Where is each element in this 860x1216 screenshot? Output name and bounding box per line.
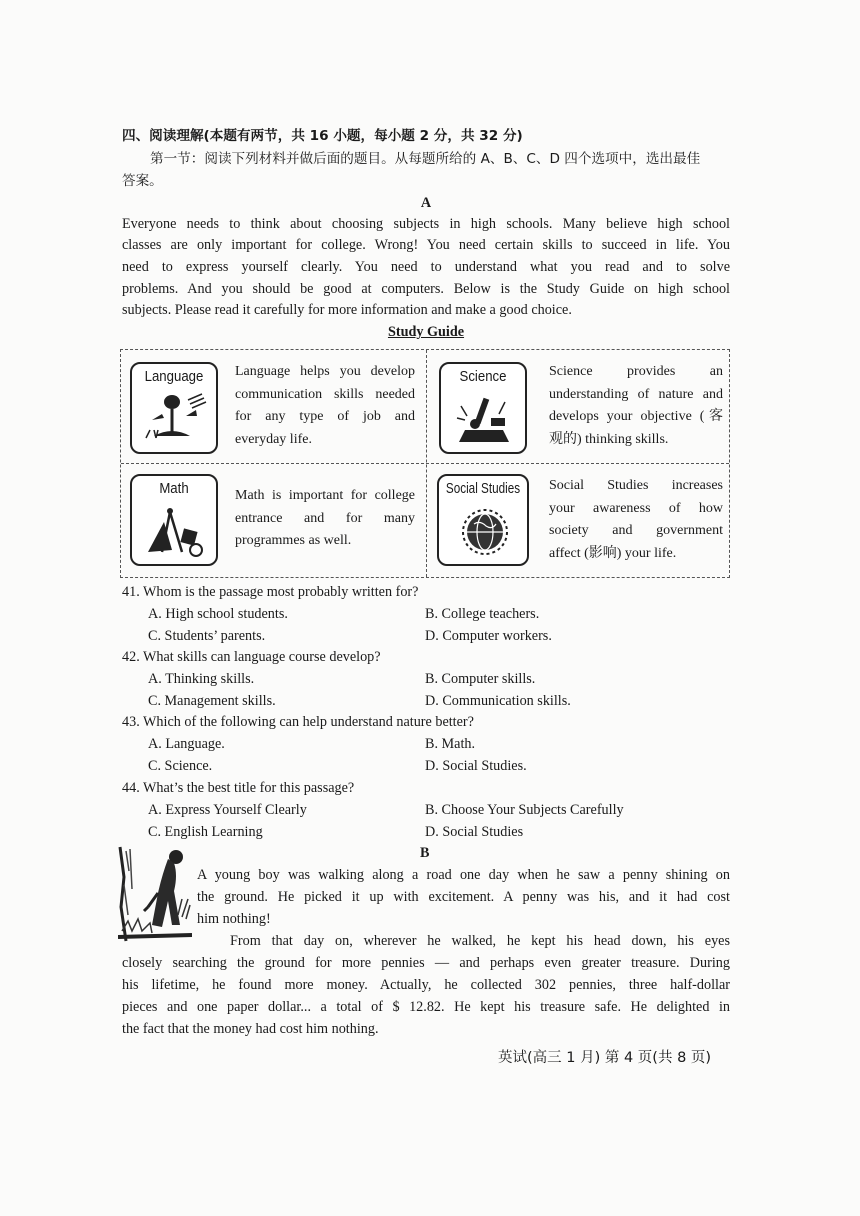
- passage-a-line: classes are only important for college. Wrong! You need certain skills to succeed in life. You: [122, 237, 730, 253]
- language-description: [235, 361, 415, 451]
- page-footer: 英试(高三 1 月) 第 4 页(共 8 页): [498, 1050, 712, 1066]
- cell-line: understanding of nature and: [549, 386, 723, 402]
- question-stem: 42. What skills can language course develop?: [122, 649, 381, 665]
- passage-b-line: the fact that the money had cost him nothing.: [122, 1021, 379, 1037]
- section-instruction: 第一节：阅读下列材料并做后面的题目。从每题所给的 A、B、C、D 四个选项中，选出最佳: [150, 151, 701, 167]
- passage-a-line: need to express yourself clearly. You need to understand what you read and to solve: [122, 259, 730, 275]
- geometry-icon: [142, 502, 208, 560]
- passage-b-line: the ground. He picked it up with excitement. A penny was his, and it had cost: [197, 889, 730, 905]
- question-stem: 41. Whom is the passage most probably written for?: [122, 584, 419, 600]
- science-label: Science: [459, 368, 507, 385]
- answer-option: B. College teachers.: [425, 606, 540, 622]
- question-stem: 44. What’s the best title for this passage?: [122, 780, 355, 796]
- math-description: [235, 485, 415, 553]
- answer-option: C. Students’ parents.: [148, 628, 266, 644]
- passage-b-line: A young boy was walking along a road one day when he saw a penny shining on: [197, 867, 730, 883]
- answer-option: D. Social Studies: [425, 824, 524, 840]
- passage-a-label: A: [420, 195, 432, 211]
- social-studies-label: Social Studies: [445, 480, 521, 497]
- science-card: [439, 362, 527, 454]
- study-guide-table: [120, 349, 730, 578]
- language-label: Language: [144, 368, 204, 385]
- cell-line: Math is important for college: [235, 488, 415, 503]
- cell-line: your awareness of how: [549, 500, 723, 516]
- cell-line: everyday life.: [235, 431, 312, 447]
- table-divider: [121, 463, 729, 464]
- social-studies-card: [437, 474, 529, 566]
- microscope-icon: [451, 390, 517, 448]
- table-divider: [426, 350, 427, 577]
- math-label: Math: [159, 480, 189, 497]
- section-title: 四、阅读理解(本题有两节，共 16 小题，每小题 2 分，共 32 分): [122, 128, 523, 144]
- cell-line: develops your objective (客: [549, 409, 723, 424]
- section-instruction-cont: 答案。: [122, 173, 163, 189]
- globe-icon: [452, 502, 518, 560]
- language-card: [130, 362, 218, 454]
- answer-option: A. Language.: [148, 736, 225, 752]
- study-guide-title: Study Guide: [387, 324, 465, 340]
- cell-line: affect (影响) your life.: [549, 545, 677, 561]
- answer-option: B. Choose Your Subjects Carefully: [425, 802, 624, 818]
- answer-option: D. Computer workers.: [425, 628, 552, 644]
- tree-icon: [142, 390, 208, 448]
- passage-a-line: Everyone needs to think about choosing subjects in high schools. Many believe high school: [122, 216, 730, 232]
- passage-a-line: subjects. Please read it carefully for more information and make a good choice.: [122, 302, 572, 318]
- passage-a-line: problems. And you should be good at computers. Below is the Study Guide on high school: [122, 281, 730, 297]
- cell-line: programmes as well.: [235, 533, 352, 548]
- answer-option: B. Math.: [425, 736, 476, 752]
- cell-line: communication skills needed: [235, 386, 415, 402]
- passage-b-label: B: [420, 845, 430, 861]
- cell-line: Social Studies increases: [549, 478, 723, 493]
- passage-b-line: closely searching the ground for more pennies — and perhaps even greater treasure. During: [122, 955, 730, 971]
- answer-option: B. Computer skills.: [425, 671, 536, 687]
- answer-option: D. Social Studies.: [425, 758, 527, 774]
- social-studies-description: [549, 475, 723, 565]
- math-card: [130, 474, 218, 566]
- cell-line: society and government: [549, 523, 723, 538]
- passage-b-line: his lifetime, he found more money. Actually, he collected 302 pennies, three half-dollar: [122, 977, 730, 993]
- science-description: [549, 361, 723, 451]
- cell-line: entrance and for many: [235, 510, 415, 526]
- answer-option: C. Science.: [148, 758, 213, 774]
- question-stem: 43. Which of the following can help understand nature better?: [122, 714, 474, 730]
- cell-line: for any type of job and: [235, 409, 415, 424]
- cell-line: Language helps you develop: [235, 364, 415, 379]
- answer-option: D. Communication skills.: [425, 693, 571, 709]
- answer-option: C. English Learning: [148, 824, 263, 840]
- answer-option: A. High school students.: [148, 606, 288, 622]
- passage-b-line: him nothing!: [197, 911, 271, 927]
- man-searching-ground-illustration: [118, 845, 192, 945]
- cell-line: 观的) thinking skills.: [549, 431, 669, 447]
- passage-b-line: From that day on, wherever he walked, he kept his head down, his eyes: [230, 933, 730, 949]
- answer-option: A. Express Yourself Clearly: [148, 802, 307, 818]
- answer-option: A. Thinking skills.: [148, 671, 255, 687]
- passage-b-line: pieces and one paper dollar... a total of $ 12.82. He kept his treasure safe. He delighted in: [122, 999, 730, 1015]
- cell-line: Science provides an: [549, 364, 723, 379]
- answer-option: C. Management skills.: [148, 693, 276, 709]
